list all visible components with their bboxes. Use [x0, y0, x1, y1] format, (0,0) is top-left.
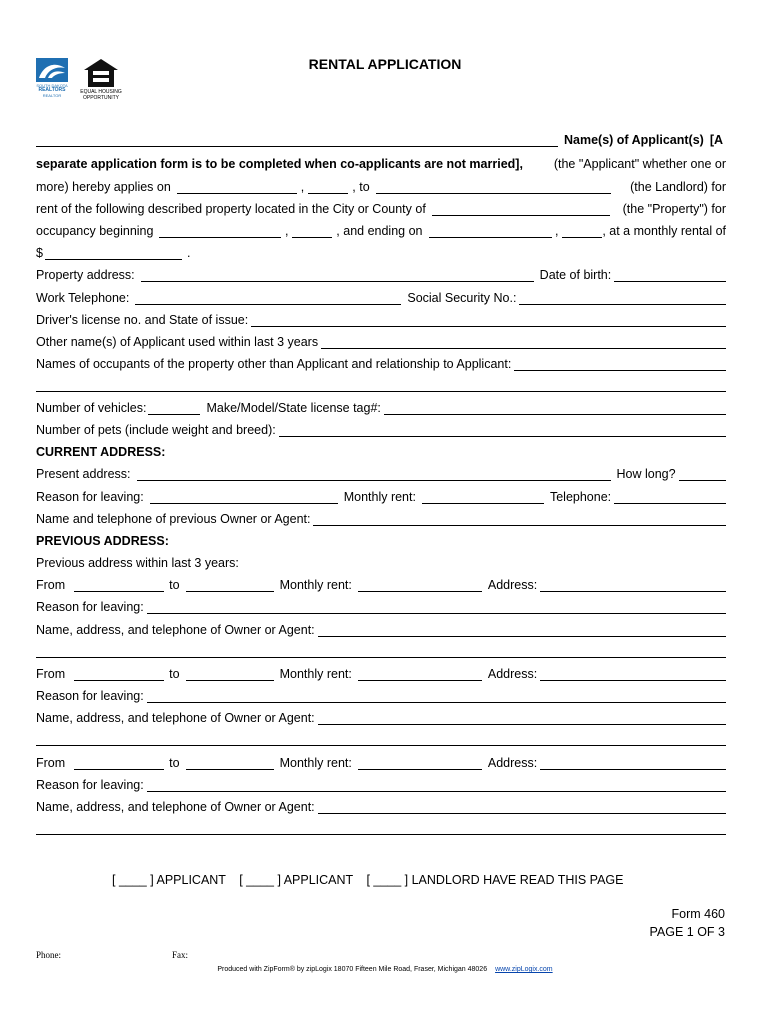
prev-owner-label: Name and telephone of previous Owner or Agent:	[36, 512, 311, 526]
current-reason-field[interactable]	[150, 492, 338, 504]
prev1-to-label: to	[169, 578, 180, 592]
prev2-owner-field[interactable]	[318, 713, 726, 725]
fax-label: Fax:	[172, 950, 189, 960]
to-text: , to	[352, 180, 370, 194]
intro-line2	[36, 157, 726, 171]
applies-on-label: more) hereby applies on	[36, 180, 171, 194]
prev3-owner-field[interactable]	[318, 802, 726, 814]
prev3-owner-line	[36, 800, 726, 814]
intro-line4	[36, 202, 726, 216]
prev3-address-field[interactable]	[540, 758, 726, 770]
occupancy-date-field[interactable]	[159, 226, 281, 238]
occupants-field[interactable]	[514, 359, 726, 371]
initials-line	[112, 873, 623, 887]
landlord-label: (the Landlord) for	[630, 180, 726, 194]
intro-line6	[36, 246, 726, 260]
initials-landlord[interactable]: [ ____ ] LANDLORD HAVE READ THIS PAGE	[366, 873, 624, 887]
ssn-label: Social Security No.:	[407, 291, 517, 305]
website-link[interactable]: www.zipLogix.com	[495, 966, 553, 973]
prev2-rent-field[interactable]	[358, 669, 482, 681]
other-names-field[interactable]	[321, 337, 726, 349]
ending-date-field[interactable]	[429, 226, 553, 238]
prev2-reason-label: Reason for leaving:	[36, 689, 144, 703]
city-county-label: rent of the following described property located in the City or County of	[36, 202, 426, 216]
prev1-address-label: Address:	[487, 578, 538, 592]
landlord-field[interactable]	[376, 182, 611, 194]
applicant-definition: (the "Applicant" whether one or	[553, 157, 726, 171]
prev1-from-field[interactable]	[74, 580, 164, 592]
make-field[interactable]	[384, 403, 726, 415]
property-address-field[interactable]	[141, 270, 534, 282]
prev1-owner-field-2[interactable]	[36, 657, 726, 658]
prev1-from-label: From	[36, 578, 66, 592]
comma-text-3: ,	[555, 224, 559, 238]
occupancy-year-field[interactable]	[292, 226, 332, 238]
prev3-from-label: From	[36, 756, 66, 770]
prev3-to-label: to	[169, 756, 180, 770]
realtors-logo-line3: REALTOR	[42, 93, 62, 98]
previous-heading: PREVIOUS ADDRESS:	[36, 534, 169, 548]
names-line	[36, 133, 726, 147]
prev2-to-field[interactable]	[186, 669, 274, 681]
prev2-from-label: From	[36, 667, 66, 681]
present-label: Present address:	[36, 467, 131, 481]
work-tel-line	[36, 291, 726, 305]
drivers-field[interactable]	[251, 315, 726, 327]
other-names-line	[36, 335, 726, 349]
prev1-rent-field[interactable]	[358, 580, 482, 592]
vehicles-line	[36, 401, 726, 415]
prev3-line	[36, 756, 726, 770]
prev1-reason-line	[36, 600, 726, 614]
prev2-to-label: to	[169, 667, 180, 681]
drivers-line	[36, 313, 726, 327]
separate-form-text: separate application form is to be completed when co-applicants are not married],	[36, 157, 523, 171]
page-number: PAGE 1 OF 3	[649, 925, 725, 939]
prev2-owner-field-2[interactable]	[36, 745, 726, 746]
period-text: .	[186, 246, 191, 260]
current-rent-label: Monthly rent:	[343, 490, 416, 504]
prev1-owner-field[interactable]	[318, 625, 726, 637]
form-number: Form 460	[671, 907, 725, 921]
prev2-reason-field[interactable]	[147, 691, 726, 703]
prev-owner-field[interactable]	[313, 514, 726, 526]
dob-label: Date of birth:	[539, 268, 612, 282]
prev2-from-field[interactable]	[74, 669, 164, 681]
prev1-rent-label: Monthly rent:	[279, 578, 352, 592]
names-label: Name(s) of Applicant(s)	[564, 133, 704, 147]
prev2-line	[36, 667, 726, 681]
names-field[interactable]	[36, 135, 558, 147]
prev1-owner-line	[36, 623, 726, 637]
dollar-sign: $	[36, 246, 43, 260]
prev2-owner-line	[36, 711, 726, 725]
equal-housing-label: EQUAL HOUSING OPPORTUNITY	[80, 89, 122, 101]
prev1-reason-field[interactable]	[147, 602, 726, 614]
property-label: (the "Property") for	[622, 202, 726, 216]
prev3-rent-field[interactable]	[358, 758, 482, 770]
make-label: Make/Model/State license tag#:	[206, 401, 381, 415]
prev3-reason-line	[36, 778, 726, 792]
prev1-reason-label: Reason for leaving:	[36, 600, 144, 614]
vehicles-field[interactable]	[148, 403, 200, 415]
monthly-rental-field[interactable]	[45, 248, 182, 260]
comma-text-2: ,	[284, 224, 289, 238]
prev1-line	[36, 578, 726, 592]
work-tel-field[interactable]	[135, 293, 401, 305]
monthly-rental-label: , at a monthly rental of	[602, 224, 727, 238]
intro-line5	[36, 224, 726, 238]
prev3-from-field[interactable]	[74, 758, 164, 770]
realtors-logo-line1: SOUTH DAKOTA	[36, 83, 68, 88]
bracket-a: [A	[709, 133, 724, 147]
prev2-address-label: Address:	[487, 667, 538, 681]
current-reason-line	[36, 490, 726, 504]
applies-date-field[interactable]	[177, 182, 297, 194]
prev2-reason-line	[36, 689, 726, 703]
initials-applicant-2[interactable]: [ ____ ] APPLICANT	[239, 873, 353, 887]
occupants-label: Names of occupants of the property other than Applicant and relationship to Applicant:	[36, 357, 512, 371]
occupancy-label: occupancy beginning	[36, 224, 154, 238]
how-long-field[interactable]	[679, 469, 726, 481]
intro-line3	[36, 180, 726, 194]
ending-year-field[interactable]	[562, 226, 602, 238]
prev3-reason-field[interactable]	[147, 780, 726, 792]
initials-applicant-1[interactable]: [ ____ ] APPLICANT	[112, 873, 226, 887]
prev3-reason-label: Reason for leaving:	[36, 778, 144, 792]
pets-field[interactable]	[279, 425, 726, 437]
form-info	[650, 905, 726, 941]
comma-text: ,	[300, 180, 305, 194]
footer-produced	[0, 966, 770, 973]
prev-owner-line	[36, 512, 726, 526]
prev2-owner-label: Name, address, and telephone of Owner or Agent:	[36, 711, 315, 725]
prev1-to-field[interactable]	[186, 580, 274, 592]
prev3-to-field[interactable]	[186, 758, 274, 770]
phone-label: Phone:	[36, 950, 62, 960]
prev3-rent-label: Monthly rent:	[279, 756, 352, 770]
other-names-label: Other name(s) of Applicant used within last 3 years	[36, 335, 319, 349]
applies-year-field[interactable]	[308, 182, 348, 194]
occupants-line	[36, 357, 726, 371]
pets-line	[36, 423, 726, 437]
prev3-address-label: Address:	[487, 756, 538, 770]
dob-field[interactable]	[614, 270, 726, 282]
prev1-owner-label: Name, address, and telephone of Owner or Agent:	[36, 623, 315, 637]
how-long-label: How long?	[616, 467, 676, 481]
previous-sub: Previous address within last 3 years:	[36, 556, 239, 570]
produced-text: Produced with ZipForm® by zipLogix 18070 Fifteen Mile Road, Fraser, Michigan 48026	[217, 966, 488, 973]
occupants-field-2[interactable]	[36, 391, 726, 392]
prev3-owner-field-2[interactable]	[36, 834, 726, 835]
vehicles-label: Number of vehicles:	[36, 401, 147, 415]
present-field[interactable]	[137, 469, 611, 481]
current-rent-field[interactable]	[422, 492, 544, 504]
prev2-rent-label: Monthly rent:	[279, 667, 352, 681]
prev3-owner-label: Name, address, and telephone of Owner or Agent:	[36, 800, 315, 814]
ssn-field[interactable]	[519, 293, 726, 305]
property-address-label: Property address:	[36, 268, 135, 282]
present-line	[36, 467, 726, 481]
pets-label: Number of pets (include weight and breed):	[36, 423, 276, 437]
ending-label: , and ending on	[336, 224, 423, 238]
current-tel-label: Telephone:	[549, 490, 612, 504]
realtors-logo-line2: REALTORS	[38, 87, 66, 93]
current-tel-field[interactable]	[614, 492, 726, 504]
current-heading: CURRENT ADDRESS:	[36, 445, 166, 459]
drivers-label: Driver's license no. and State of issue:	[36, 313, 249, 327]
prev1-address-field[interactable]	[540, 580, 726, 592]
page-title: RENTAL APPLICATION	[308, 56, 462, 72]
work-tel-label: Work Telephone:	[36, 291, 130, 305]
city-county-field[interactable]	[432, 204, 610, 216]
current-reason-label: Reason for leaving:	[36, 490, 144, 504]
prev2-address-field[interactable]	[540, 669, 726, 681]
property-address-line	[36, 268, 726, 282]
